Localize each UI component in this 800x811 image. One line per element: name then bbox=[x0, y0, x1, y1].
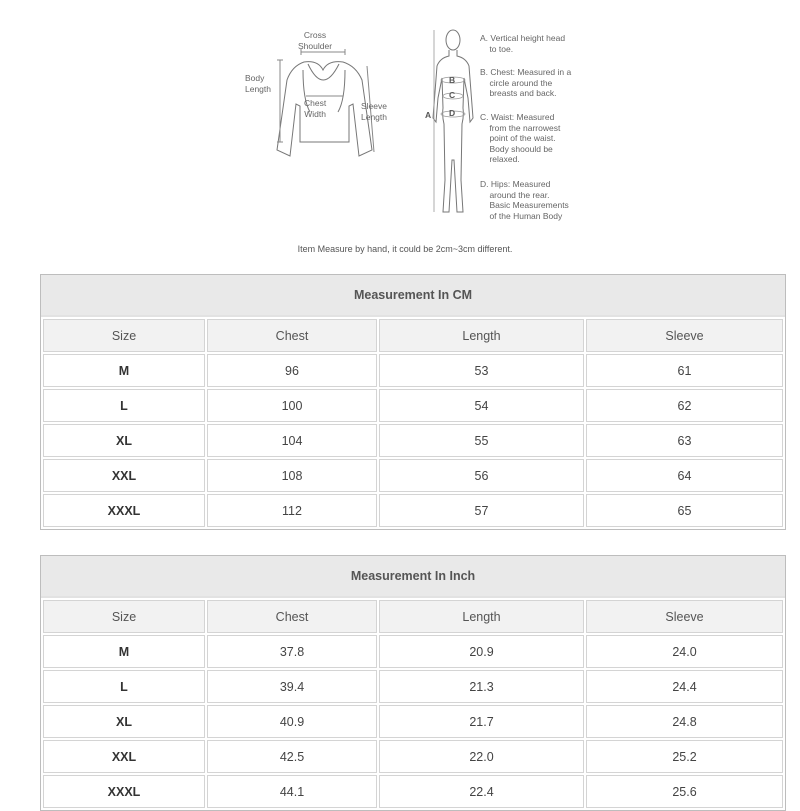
measure-note: Item Measure by hand, it could be 2cm~3cm different. bbox=[297, 244, 513, 254]
length-cell: 22.0 bbox=[379, 740, 584, 773]
length-cell: 56 bbox=[379, 459, 584, 492]
size-cell: XXL bbox=[43, 459, 205, 492]
sleeve-cell: 24.0 bbox=[586, 635, 783, 668]
note-b: B. Chest: Measured in a circle around the breasts and back. bbox=[480, 67, 572, 98]
length-cell: 21.7 bbox=[379, 705, 584, 738]
length-cell: 53 bbox=[379, 354, 584, 387]
table-row bbox=[43, 775, 783, 808]
table-row bbox=[43, 424, 783, 457]
body-length-label: Body Length bbox=[245, 73, 271, 94]
chest-cell: 96 bbox=[207, 354, 377, 387]
table-cm bbox=[40, 274, 786, 530]
header-length: Length bbox=[379, 319, 584, 352]
chest-cell: 40.9 bbox=[207, 705, 377, 738]
note-d: D. Hips: Measured around the rear. Basic Measurements of the Human Body bbox=[480, 179, 569, 221]
size-cell: XXXL bbox=[43, 494, 205, 527]
sleeve-cell: 25.6 bbox=[586, 775, 783, 808]
sleeve-cell: 24.4 bbox=[586, 670, 783, 703]
note-a: A. Vertical height head to toe. bbox=[480, 33, 566, 54]
table-header-row bbox=[43, 600, 783, 633]
size-cell: M bbox=[43, 635, 205, 668]
table-title: Measurement In Inch bbox=[41, 556, 785, 598]
size-cell: XL bbox=[43, 424, 205, 457]
chest-cell: 37.8 bbox=[207, 635, 377, 668]
chest-cell: 100 bbox=[207, 389, 377, 422]
note-c: C. Waist: Measured from the narrowest point of the waist. Body shoould be relaxed. bbox=[480, 112, 561, 164]
size-cell: L bbox=[43, 389, 205, 422]
marker-a: A bbox=[425, 110, 432, 120]
size-cell: XL bbox=[43, 705, 205, 738]
size-cell: M bbox=[43, 354, 205, 387]
length-cell: 22.4 bbox=[379, 775, 584, 808]
table-row bbox=[43, 635, 783, 668]
header-size: Size bbox=[43, 319, 205, 352]
sleeve-length-label: Sleeve Length bbox=[361, 101, 387, 122]
sleeve-cell: 24.8 bbox=[586, 705, 783, 738]
chest-cell: 104 bbox=[207, 424, 377, 457]
table-row bbox=[43, 705, 783, 738]
chest-cell: 112 bbox=[207, 494, 377, 527]
marker-b: B bbox=[449, 75, 456, 85]
chest-cell: 108 bbox=[207, 459, 377, 492]
header-size: Size bbox=[43, 600, 205, 633]
table-header-row bbox=[43, 319, 783, 352]
length-cell: 21.3 bbox=[379, 670, 584, 703]
table-row bbox=[43, 459, 783, 492]
length-cell: 54 bbox=[379, 389, 584, 422]
sleeve-cell: 62 bbox=[586, 389, 783, 422]
chest-width-label: Chest Width bbox=[304, 98, 327, 119]
sleeve-cell: 64 bbox=[586, 459, 783, 492]
size-cell: L bbox=[43, 670, 205, 703]
table-row bbox=[43, 389, 783, 422]
header-sleeve: Sleeve bbox=[586, 319, 783, 352]
header-chest: Chest bbox=[207, 319, 377, 352]
table-row bbox=[43, 494, 783, 527]
table-title: Measurement In CM bbox=[41, 275, 785, 317]
table-row bbox=[43, 670, 783, 703]
header-length: Length bbox=[379, 600, 584, 633]
sleeve-cell: 65 bbox=[586, 494, 783, 527]
length-cell: 20.9 bbox=[379, 635, 584, 668]
size-table bbox=[41, 598, 785, 810]
length-cell: 55 bbox=[379, 424, 584, 457]
size-table bbox=[41, 317, 785, 529]
table-row bbox=[43, 740, 783, 773]
table-inch bbox=[40, 555, 786, 811]
table-row bbox=[43, 354, 783, 387]
size-cell: XXXL bbox=[43, 775, 205, 808]
sleeve-cell: 61 bbox=[586, 354, 783, 387]
header-sleeve: Sleeve bbox=[586, 600, 783, 633]
chest-cell: 44.1 bbox=[207, 775, 377, 808]
diagram-drawing bbox=[0, 0, 800, 270]
cross-shoulder-label: Cross Shoulder bbox=[298, 30, 333, 51]
marker-c: C bbox=[449, 90, 456, 100]
length-cell: 57 bbox=[379, 494, 584, 527]
header-chest: Chest bbox=[207, 600, 377, 633]
sleeve-cell: 63 bbox=[586, 424, 783, 457]
sleeve-cell: 25.2 bbox=[586, 740, 783, 773]
chest-cell: 39.4 bbox=[207, 670, 377, 703]
measurement-diagram bbox=[0, 0, 800, 270]
marker-d: D bbox=[449, 108, 456, 118]
chest-cell: 42.5 bbox=[207, 740, 377, 773]
body-figure bbox=[433, 30, 473, 212]
size-cell: XXL bbox=[43, 740, 205, 773]
